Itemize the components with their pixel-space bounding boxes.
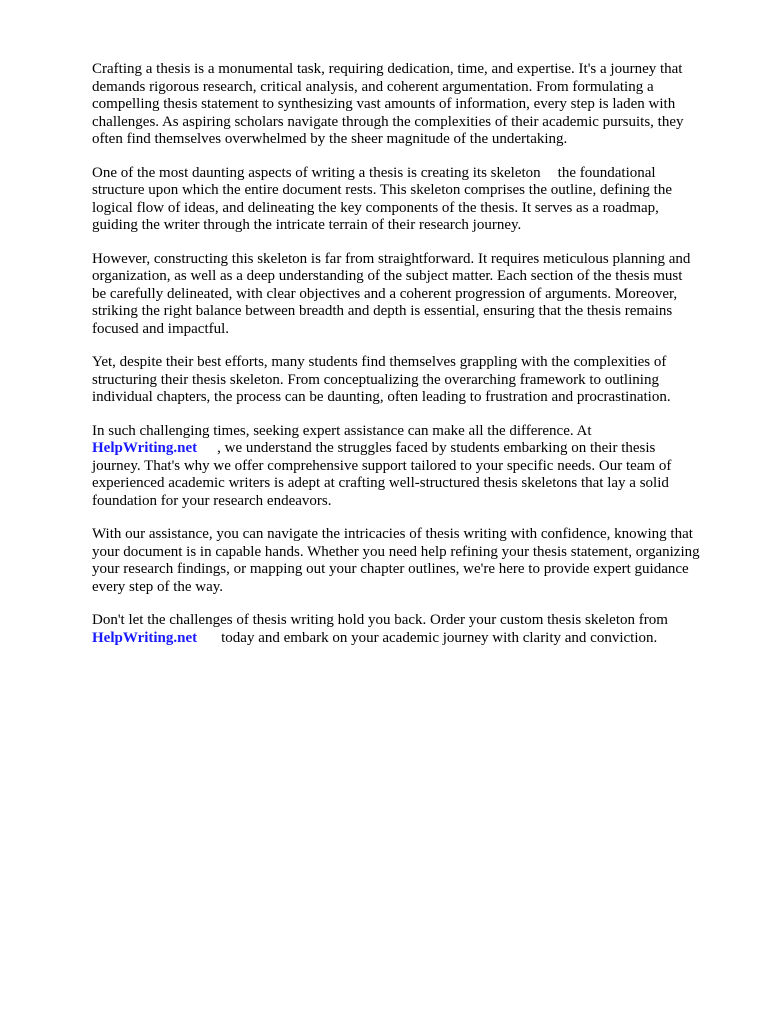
text-line: often find themselves overwhelmed by the sheer magnitude of the undertaking.: [92, 131, 568, 147]
text-line: logical flow of ideas, and delineating the key components of the thesis. It serves as a roadmap,: [92, 199, 659, 216]
text-line: challenges. As aspiring scholars navigate through the complexities of their academic pursuits, they: [92, 113, 684, 130]
text-line: organization, as well as a deep understanding of the subject matter. Each section of the thesis must: [92, 268, 683, 284]
text-line: foundation for your research endeavors.: [92, 492, 332, 509]
document-body: [92, 61, 732, 663]
text-line: [92, 630, 732, 648]
text-fragment: , we understand the struggles faced by students embarking on their thesis: [217, 440, 656, 456]
paragraph-5: [92, 423, 732, 511]
text-line: Don't let the challenges of thesis writing hold you back. Order your custom thesis skeleton from: [92, 612, 668, 628]
text-line: experienced academic writers is adept at crafting well-structured thesis skeletons that lay a solid: [92, 475, 669, 491]
text-fragment: One of the most daunting aspects of writing a thesis is creating its skeleton: [92, 164, 541, 181]
text-line: With our assistance, you can navigate the intricacies of thesis writing with confidence, knowing that: [92, 526, 693, 542]
text-line: Crafting a thesis is a monumental task, requiring dedication, time, and expertise. It's a journey that: [92, 61, 683, 77]
helpwriting-link[interactable]: HelpWriting.net: [92, 629, 198, 646]
text-line: compelling thesis statement to synthesizing vast amounts of information, every step is laden with: [92, 96, 676, 112]
paragraph-2: [92, 165, 732, 235]
text-line: [92, 165, 732, 183]
text-line: guiding the writer through the intricate terrain of their research journey.: [92, 217, 522, 233]
text-line: However, constructing this skeleton is far from straightforward. It requires meticulous planning and: [92, 250, 691, 267]
text-fragment: the foundational: [557, 164, 656, 181]
text-line: demands rigorous research, critical analysis, and coherent argumentation. From formulating a: [92, 78, 654, 95]
paragraph-1: [92, 61, 732, 149]
text-line: Yet, despite their best efforts, many students find themselves grappling with the complexities of: [92, 354, 667, 370]
text-line: structure upon which the entire document rests. This skeleton comprises the outline, defining the: [92, 182, 673, 198]
helpwriting-link[interactable]: HelpWriting.net: [92, 440, 198, 456]
text-line: journey. That's why we offer comprehensive support tailored to your specific needs. Our team of: [92, 457, 672, 474]
text-line: individual chapters, the process can be daunting, often leading to frustration and procrastination.: [92, 389, 671, 405]
text-line: In such challenging times, seeking expert assistance can make all the difference. At: [92, 422, 592, 439]
paragraph-3: [92, 251, 732, 339]
text-line: striking the right balance between breadth and depth is essential, ensuring that the thesis remains: [92, 303, 673, 319]
text-line: structuring their thesis skeleton. From conceptualizing the overarching framework to outlining: [92, 371, 659, 388]
text-line: every step of the way.: [92, 578, 224, 595]
text-line: your research findings, or mapping out your chapter outlines, we're here to provide expert guidance: [92, 561, 689, 577]
text-line: be carefully delineated, with clear objectives and a coherent progression of arguments. Moreover,: [92, 285, 678, 302]
text-line: [92, 440, 732, 458]
paragraph-6: [92, 526, 732, 596]
text-fragment: today and embark on your academic journey with clarity and conviction.: [221, 629, 658, 646]
paragraph-7: [92, 612, 732, 647]
text-line: focused and impactful.: [92, 320, 230, 337]
text-line: your document is in capable hands. Whether you need help refining your thesis statement, organizing: [92, 543, 700, 560]
paragraph-4: [92, 354, 732, 407]
